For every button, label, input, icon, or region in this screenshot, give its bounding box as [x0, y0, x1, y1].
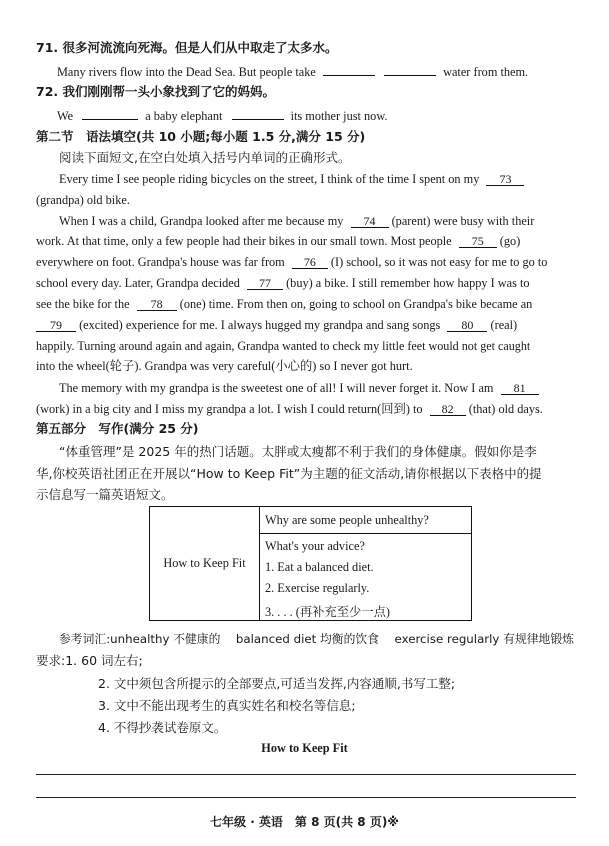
q72-text-end: its mother just now. [290, 109, 388, 123]
passage-text: The memory with my grandpa is the sweetest one of all! I will never forget it. Now I am [59, 381, 494, 395]
passage-line-3 [59, 213, 534, 229]
q71-chinese: 71. 很多河流流向死海。但是人们从中取走了太多水。 [36, 40, 338, 55]
q71-text-before: Many rivers flow into the Dead Sea. But people take [57, 65, 316, 79]
blank-77[interactable]: 77 [247, 277, 283, 290]
passage-text: Every time I see people riding bicycles on the street, I think of the time I spent on my [59, 172, 480, 186]
passage-text: (buy) a bike. I still remember how happy I was to [286, 276, 530, 290]
table-advice-cell [260, 534, 471, 620]
part5-intro-1: “体重管理”是 2025 年的热门话题。太胖或太瘦都不利于我们的身体健康。假如你是李 [59, 444, 537, 459]
passage-line-1 [59, 171, 524, 187]
table-question-2: What's your advice? [265, 539, 365, 553]
blank-81[interactable]: 81 [501, 382, 539, 395]
blank-80[interactable]: 80 [447, 319, 487, 332]
passage-text: see the bike for the [36, 297, 130, 311]
q72-english [57, 107, 387, 124]
q71-english [57, 63, 528, 80]
passage-text: (go) [499, 234, 521, 248]
writing-line-2[interactable] [36, 797, 576, 798]
q72-word-we: We [57, 109, 74, 123]
passage-line-6 [36, 275, 530, 291]
reference-vocabulary: 参考词汇:unhealthy 不健康的 balanced diet 均衡的饮食 exercise regularly 有规律地锻炼 [59, 632, 574, 646]
passage-text: work. At that time, only a few people had their bikes in our small town. Most people [36, 234, 452, 248]
passage-line-5 [36, 254, 547, 270]
requirement-3: 3. 文中不能出现考生的真实姓名和校名等信息; [98, 698, 356, 713]
q72-chinese: 72. 我们刚刚帮一头小象找到了它的妈妈。 [36, 84, 275, 99]
table-advice-1: 1. Eat a balanced diet. [265, 560, 374, 574]
passage-line-9: happily. Turning around again and again, Grandpa wanted to check my little feet would not get caught [36, 339, 531, 353]
passage-line-2: (grandpa) old bike. [36, 193, 130, 207]
page-footer: 七年级 · 英语 第 8 页(共 8 页)※ [210, 815, 399, 829]
passage-line-11 [59, 380, 539, 396]
requirement-2: 2. 文中须包含所提示的全部要点,可适当发挥,内容通顺,书写工整; [98, 676, 456, 691]
table-topic-cell: How to Keep Fit [150, 507, 260, 620]
passage-text: (real) [490, 318, 518, 332]
writing-line-1[interactable] [36, 774, 576, 775]
q71-text-after: water from them. [443, 65, 529, 79]
passage-text: everywhere on foot. Grandpa's house was far from [36, 255, 285, 269]
section2-title: 第二节 语法填空(共 10 小题;每小题 1.5 分,满分 15 分) [36, 129, 366, 144]
requirement-1: 要求:1. 60 词左右; [36, 653, 143, 668]
part5-intro-3: 示信息写一篇英语短文。 [36, 487, 174, 502]
table-question-1: Why are some people unhealthy? [260, 507, 471, 534]
passage-line-8 [36, 317, 517, 333]
q71-blank-1[interactable] [323, 63, 375, 76]
passage-line-12 [36, 401, 543, 417]
passage-line-4 [36, 233, 520, 249]
passage-text: (I) school, so it was not easy for me to go to [330, 255, 548, 269]
essay-title: How to Keep Fit [261, 741, 348, 755]
q72-blank-1[interactable] [82, 107, 138, 120]
blank-76[interactable]: 76 [292, 256, 328, 269]
q71-blank-2[interactable] [384, 63, 436, 76]
passage-text: (work) in a big city and I miss my grandpa a lot. I wish I could return(回到) to [36, 402, 423, 416]
blank-73[interactable]: 73 [486, 173, 524, 186]
table-advice-3: 3. . . . (再补充至少一点) [265, 605, 391, 619]
blank-75[interactable]: 75 [459, 235, 497, 248]
passage-text: When I was a child, Grandpa looked after me because my [59, 214, 344, 228]
requirement-4: 4. 不得抄袭试卷原文。 [98, 720, 227, 735]
passage-text: (one) time. From then on, going to school on Grandpa's bike became an [179, 297, 533, 311]
passage-line-7 [36, 296, 532, 312]
prompt-table [149, 506, 472, 621]
passage-line-10: into the wheel(轮子). Grandpa was very careful(小心的) so I never got hurt. [36, 359, 413, 373]
table-advice-2: 2. Exercise regularly. [265, 581, 370, 595]
q72-blank-2[interactable] [232, 107, 284, 120]
passage-text: (parent) were busy with their [391, 214, 535, 228]
passage-text: (excited) experience for me. I always hugged my grandpa and sang songs [79, 318, 441, 332]
blank-82[interactable]: 82 [430, 403, 466, 416]
section2-instruction: 阅读下面短文,在空白处填入括号内单词的正确形式。 [59, 150, 351, 165]
passage-text: school every day. Later, Grandpa decided [36, 276, 240, 290]
part5-intro-2: 华,你校英语社团正在开展以“How to Keep Fit”为主题的征文活动,请你根据以下表格中的提 [36, 466, 542, 481]
blank-79[interactable]: 79 [36, 319, 76, 332]
q72-text-mid: a baby elephant [145, 109, 223, 123]
passage-text: (that) old days. [468, 402, 543, 416]
blank-74[interactable]: 74 [351, 215, 389, 228]
part5-title: 第五部分 写作(满分 25 分) [36, 421, 199, 436]
blank-78[interactable]: 78 [137, 298, 177, 311]
